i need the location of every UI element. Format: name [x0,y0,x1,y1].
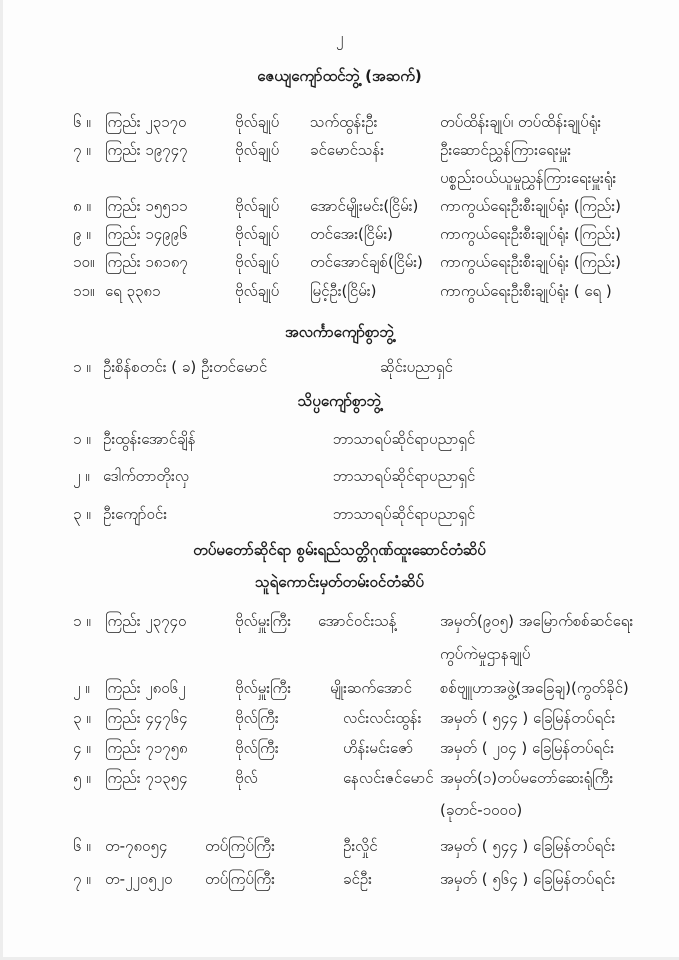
section-title-zeya-kyaw-htin: ဇေယျကျော်ထင်ဘွဲ့ (အဆက်) [257,67,422,85]
rank: ဗိုလ်ချုပ် [235,282,280,300]
row-number: ၂ ။ [73,467,90,485]
person-name: ဦးထွန်းအောင်ချိန် [103,430,196,448]
position: အမှတ် ( ၅၄၄ ) ခြေမြန်တပ်ရင်း [440,837,616,855]
rank: ဗိုလ် [235,769,258,787]
row-number: ၁ ။ [73,430,91,448]
service-id: ကြည်း ၂၈၀၆၂ [105,679,186,697]
rank: ဗိုလ်ချုပ် [235,225,280,243]
row-number: ၁ ။ [73,612,91,630]
rank: ဗိုလ်ချုပ် [235,197,280,215]
person-name: ဦးစိန်စတင်း ( ခ) ဦးတင်မောင် [103,358,268,376]
position: ဆိုင်းပညာရှင် [380,358,453,376]
person-name: ဦးလှိုင် [343,837,378,855]
row-number: ၃ ။ [73,505,91,523]
row-number: ၅ ။ [73,769,91,787]
position-line2: (ခုတင်-၁၀၀၀) [440,801,523,819]
position: တပ်ထိန်းချုပ်၊ တပ်ထိန်းချုပ်ရုံး [440,113,602,131]
row-number: ၆ ။ [73,113,91,131]
position-line2: ပစ္စည်းဝယ်ယူမှုညွှန်ကြားရေးမှူးရုံး [440,169,617,187]
service-id: ကြည်း ၁၄၉၉၆ [105,225,188,243]
person-name: သက်ထွန်းဦး [310,113,378,131]
person-name: ဟိန်းမင်းဇော် [343,739,414,757]
section-subtitle-hero-record-medal: သူရဲကောင်းမှတ်တမ်းဝင်တံဆိပ် [255,573,424,591]
rank: တပ်ကြပ်ကြီး [205,870,275,888]
section-title-alinka-kyawswa: အလင်္ကာကျော်စွာဘွဲ့ [284,323,395,341]
service-id: ရေ ၃၃၈၁ [105,282,161,300]
service-id: ကြည်း ၁၈၁၈၇ [105,253,188,271]
rank: ဗိုလ်ချုပ် [235,113,280,131]
service-id: ကြည်း ၇၁၇၅၈ [105,739,188,757]
person-name: ခင်မောင်သန်း [310,141,385,159]
service-id: ကြည်း ၂၃၇၄၀ [105,612,187,630]
service-id: ကြည်း ၄၄၇၆၄ [105,709,188,727]
position: စစ်ဗျူဟာအဖွဲ့(အခြေချ)(ကွတ်ခိုင်) [440,679,629,697]
person-name: လင်းလင်းထွန်း [343,709,422,727]
row-number: ၁ ။ [73,358,91,376]
position: အမှတ် ( ၅၆၄ ) ခြေမြန်တပ်ရင်း [440,870,616,888]
page-number: ၂ [335,29,344,47]
rank: တပ်ကြပ်ကြီး [205,837,275,855]
section-title-gallantry-medal: တပ်မတော်ဆိုင်ရာ စွမ်းရည်သတ္တိဂုဏ်ထူးဆောင်တံဆိပ် [193,541,486,559]
row-number: ၆ ။ [73,837,91,855]
person-name: ခင်ဦး [343,870,372,888]
service-id: ကြည်း ၁၉၇၄၇ [105,141,188,159]
position: ဦးဆောင်ညွှန်ကြားရေးမှူး [440,141,572,159]
person-name: ဦးကျော်ဝင်း [103,505,168,523]
person-name: တင်အောင်ချစ်(ငြိမ်း) [310,253,423,271]
rank: ဗိုလ်မှူးကြီး [235,612,292,630]
service-id: ကြည်း ၁၅၅၁၁ [105,197,188,215]
position: ကာကွယ်ရေးဦးစီးချုပ်ရုံး (ကြည်း) [440,253,621,271]
position: ကာကွယ်ရေးဦးစီးချုပ်ရုံး ( ရေ ) [440,282,612,300]
position: ကာကွယ်ရေးဦးစီးချုပ်ရုံး (ကြည်း) [440,225,621,243]
service-id: ကြည်း ၂၃၁၇၀ [105,113,187,131]
person-name: အောင်မျိုးမင်း(ငြိမ်း) [310,197,419,215]
row-number: ၄ ။ [73,739,91,757]
rank: ဗိုလ်ချုပ် [235,141,280,159]
person-name: မြင့်ဦး(ငြိမ်း) [310,282,377,300]
person-name: နေလင်းဇင်မောင် [343,769,434,787]
person-name: ဒေါက်တာတိုးလှ [103,467,189,485]
position: အမှတ် ( ၅၄၄ ) ခြေမြန်တပ်ရင်း [440,709,616,727]
row-number: ၇ ။ [73,870,91,888]
rank: ဗိုလ်ချုပ် [235,253,280,271]
position: အမှတ် ( ၂၀၄ ) ခြေမြန်တပ်ရင်း [440,739,615,757]
service-id: တ-၂၂၀၅၂၀ [105,870,173,888]
section-title-theippa-kyawswa: သိပ္ပကျော်စွာဘွဲ့ [297,392,382,410]
row-number: ၈ ။ [73,197,91,215]
rank: ဗိုလ်ကြီး [235,709,279,727]
row-number: ၁၀။ [73,253,95,271]
row-number: ၇ ။ [73,141,91,159]
rank: ဗိုလ်မှူးကြီး [235,679,292,697]
rank: ဗိုလ်ကြီး [235,739,279,757]
service-id: တ-၇၈၀၅၄ [105,837,168,855]
row-number: ၁၁။ [73,282,95,300]
person-name: မျိုးဆက်အောင် [330,679,412,697]
position-line2: ကွပ်ကဲမှုဌာနချုပ် [440,645,531,663]
position: ဘာသာရပ်ဆိုင်ရာပညာရှင် [333,430,476,448]
service-id: ကြည်း ၇၁၃၅၄ [105,769,188,787]
row-number: ၉ ။ [73,225,91,243]
row-number: ၃ ။ [73,709,91,727]
row-number: ၂ ။ [73,679,90,697]
person-name: အောင်ဝင်းသန့် [318,612,397,630]
position: အမှတ်(၁)တပ်မတော်ဆေးရုံကြီး [440,769,614,787]
position: ဘာသာရပ်ဆိုင်ရာပညာရှင် [333,467,476,485]
person-name: တင်အေး(ငြိမ်း) [310,225,393,243]
position: ဘာသာရပ်ဆိုင်ရာပညာရှင် [333,505,476,523]
position: ကာကွယ်ရေးဦးစီးချုပ်ရုံး (ကြည်း) [440,197,621,215]
position: အမှတ်(၉၀၅) အမြောက်စစ်ဆင်ရေး [440,612,634,630]
